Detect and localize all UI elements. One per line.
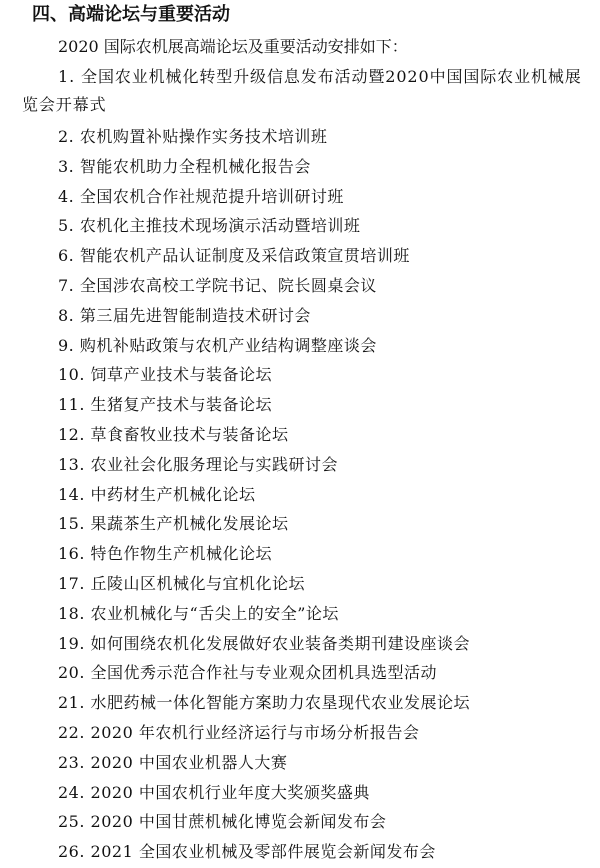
list-item: 12. 草食畜牧业技术与装备论坛: [58, 424, 289, 444]
activity-list: [58, 122, 470, 867]
list-item: 6. 智能农机产品认证制度及采信政策宣贯培训班: [58, 246, 410, 266]
list-item: 5. 农机化主推技术现场演示活动暨培训班: [58, 216, 361, 236]
list-item: 18. 农业机械化与“舌尖上的安全”论坛: [58, 603, 339, 623]
section-heading: 四、高端论坛与重要活动: [32, 4, 230, 25]
list-item: 2. 农机购置补贴操作实务技术培训班: [58, 127, 328, 146]
list-item: 22. 2020 年农机行业经济运行与市场分析报告会: [58, 722, 420, 742]
list-item: 24. 2020 中国农机行业年度大奖颁奖盛典: [58, 782, 370, 802]
list-item: 11. 生猪复产技术与装备论坛: [58, 395, 273, 415]
list-item: 1. 全国农业机械化转型升级信息发布活动暨2020中国国际农业机械展览会开幕式: [22, 67, 582, 114]
list-item: 26. 2021 全国农业机械及零部件展览会新闻发布会: [58, 842, 436, 862]
list-item: 8. 第三届先进智能制造技术研讨会: [58, 305, 311, 325]
section-intro: 2020 国际农机展高端论坛及重要活动安排如下：: [58, 37, 408, 56]
list-item: 25. 2020 中国甘蔗机械化博览会新闻发布会: [58, 812, 387, 832]
list-item: 13. 农业社会化服务理论与实践研讨会: [58, 454, 339, 474]
list-item: 19. 如何围绕农机化发展做好农业装备类期刊建设座谈会: [58, 633, 471, 653]
list-item: 17. 丘陵山区机械化与宜机化论坛: [58, 573, 306, 593]
list-item: 10. 饲草产业技术与装备论坛: [58, 365, 273, 385]
list-item: 15. 果蔬茶生产机械化发展论坛: [58, 514, 289, 534]
list-item: 3. 智能农机助力全程机械化报告会: [58, 156, 311, 176]
list-item: 14. 中药材生产机械化论坛: [58, 484, 256, 504]
list-item: 20. 全国优秀示范合作社与专业观众团机具选型活动: [58, 663, 438, 683]
list-item: 7. 全国涉农高校工学院书记、院长圆桌会议: [58, 275, 377, 295]
list-item: 9. 购机补贴政策与农机产业结构调整座谈会: [58, 335, 377, 355]
list-item: 21. 水肥药械一体化智能方案助力农垦现代农业发展论坛: [58, 693, 471, 713]
list-item: 16. 特色作物生产机械化论坛: [58, 544, 273, 564]
list-item: 23. 2020 中国农业机器人大赛: [58, 752, 288, 772]
list-item: 4. 全国农机合作社规范提升培训研讨班: [58, 186, 344, 206]
